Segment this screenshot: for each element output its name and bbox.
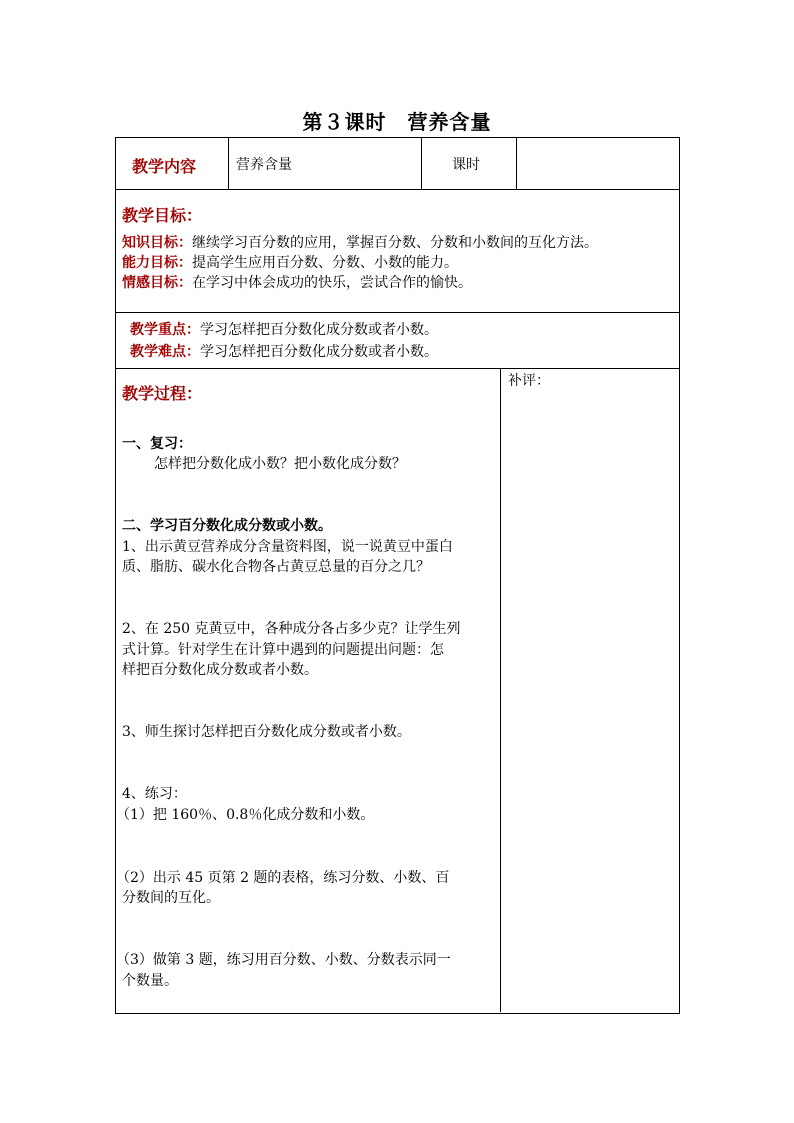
step3-text: 3、师生探讨怎样把百分数化成分数或者小数。	[122, 724, 411, 740]
objective-knowledge	[122, 233, 598, 253]
content-value: 营养含量	[236, 157, 292, 173]
divider	[228, 138, 229, 189]
objective-text: 在学习中体会成功的快乐，尝试合作的愉快。	[192, 275, 472, 291]
process-section	[115, 368, 680, 1014]
review-text: 怎样把分数化成小数？把小数化成分数？	[154, 456, 406, 472]
objective-label: 情感目标：	[122, 275, 192, 291]
focus-label: 教学重点：	[130, 322, 200, 338]
step1-text: 质、脂肪、碳水化合物各占黄豆总量的百分之几？	[122, 559, 430, 575]
objective-text: 提高学生应用百分数、分数、小数的能力。	[192, 255, 458, 271]
objective-label: 知识目标：	[122, 235, 192, 251]
header-row	[115, 137, 680, 190]
divider	[500, 368, 501, 1012]
objective-ability	[122, 253, 458, 273]
step2-text: 2、在 250 克黄豆中，各种成分各占多少克？让学生列	[122, 621, 461, 637]
divider	[516, 138, 517, 189]
review-heading: 一、复习：	[122, 436, 192, 452]
page-title: 第３课时 营养含量	[302, 110, 492, 134]
exercise-3: （3）做第 3 题，练习用百分数、小数、分数表示同一	[116, 952, 451, 968]
focus-text: 学习怎样把百分数化成分数或者小数。	[200, 322, 438, 338]
difficulty-row	[130, 342, 438, 362]
divider	[421, 138, 422, 189]
period-label: 课时	[452, 157, 480, 173]
step2-text: 样把百分数化成分数或者小数。	[122, 662, 318, 678]
difficulty-label: 教学难点：	[130, 344, 200, 360]
difficulty-text: 学习怎样把百分数化成分数或者小数。	[200, 344, 438, 360]
exercise-3: 个数量。	[122, 973, 178, 989]
objectives-section	[115, 189, 680, 313]
step2-text: 式计算。针对学生在计算中遇到的问题提出问题：怎	[122, 642, 444, 658]
exercise-2: （2）出示 45 页第 2 题的表格，练习分数、小数、百	[116, 870, 450, 886]
notes-label: 补评：	[508, 373, 550, 389]
objective-text: 继续学习百分数的应用，掌握百分数、分数和小数间的互化方法。	[192, 235, 598, 251]
objective-label: 能力目标：	[122, 255, 192, 271]
objectives-heading: 教学目标：	[122, 206, 203, 225]
step1-text: 1、出示黄豆营养成分含量资料图，说一说黄豆中蛋白	[122, 539, 453, 555]
content-label: 教学内容	[132, 157, 197, 176]
exercise-2: 分数间的互化。	[122, 890, 220, 906]
step4-text: 4、练习：	[122, 786, 187, 802]
focus-row	[130, 320, 438, 340]
exercise-1: （1）把 160％、0.8％化成分数和小数。	[116, 807, 375, 823]
process-heading: 教学过程：	[122, 384, 203, 403]
section2-heading: 二、学习百分数化成分数或小数。	[122, 518, 332, 534]
objective-emotion	[122, 273, 472, 293]
keypoints-section	[115, 312, 680, 369]
